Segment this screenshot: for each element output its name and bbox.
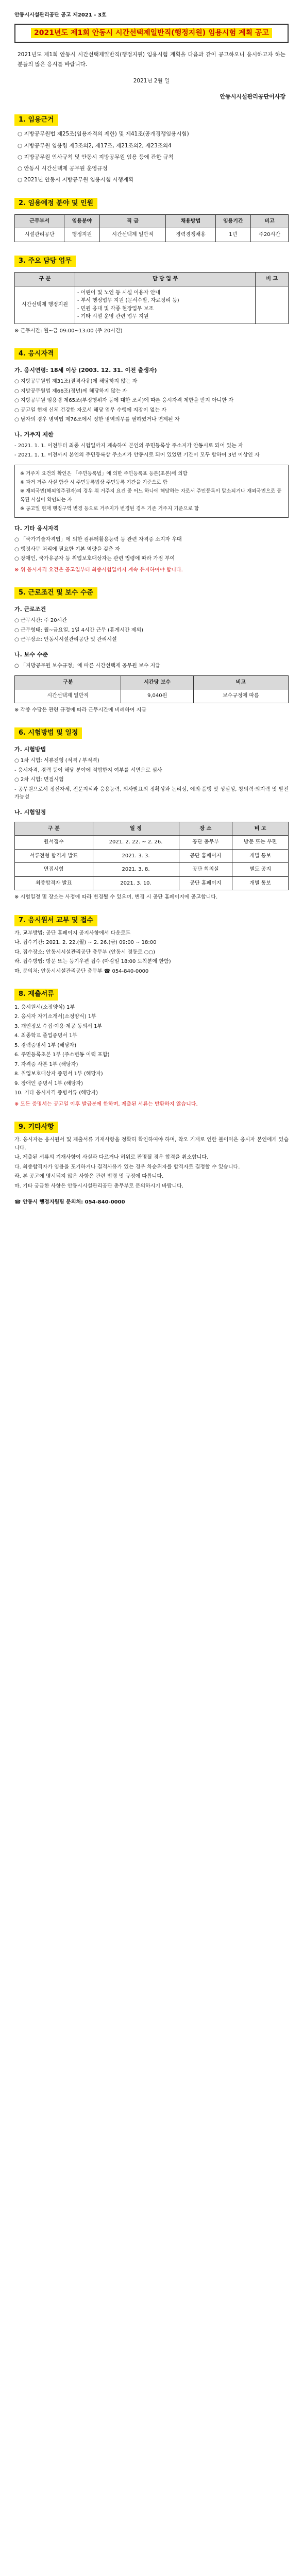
subsection-title: 나. 보수 수준 bbox=[14, 651, 48, 658]
table-cell: 2021. 2. 22. ~ 2. 26. bbox=[93, 836, 179, 850]
table-header: 시간당 보수 bbox=[121, 675, 193, 689]
qualification-list bbox=[14, 378, 289, 424]
residence-note-box bbox=[14, 465, 289, 518]
intro-text: 2021년도 제1회 안동시 시간선택제일반직(행정지원) 임용시험 계획을 다음과 같이 공고하오니 응시하고자 하는 분들의 많은 응시를 바랍니다. bbox=[18, 52, 285, 68]
section-5-heading bbox=[14, 587, 289, 599]
list-item: ○ 장애인, 국가유공자 등 취업보호대상자는 관련 법령에 따라 가점 부여 bbox=[14, 556, 175, 562]
schedule-table bbox=[14, 822, 289, 891]
table-row bbox=[15, 849, 289, 863]
table-cell: 면접시험 bbox=[15, 863, 93, 877]
list-item: - 공무원으로서 정신자세, 전문지식과 응용능력, 의사발표의 정확성과 논리성, 예의·품행 및 성실성, 창의력·의지력 및 발전가능성 bbox=[14, 786, 289, 801]
list-item: ○ 지방공무원법 제25조(임용자격의 제한) 및 제41조(공개경쟁임용시험) bbox=[18, 131, 189, 138]
list-item: 10. 기타 응시자격 증빙서류 (해당자) bbox=[14, 1090, 98, 1096]
title-box bbox=[14, 24, 289, 43]
section-3-heading bbox=[14, 256, 289, 267]
other-qualification-list bbox=[14, 536, 289, 563]
list-item: 마. 기타 궁금한 사항은 안동시시설관리공단 총무부로 문의하시기 바랍니다. bbox=[14, 1183, 184, 1189]
duties-note: ※ 근무시간: 월~금 09:00~13:00 (주 20시간) bbox=[14, 328, 123, 334]
table-cell: 시간선택제 일반직 bbox=[99, 228, 166, 242]
section-1-title: 1. 임용근거 bbox=[14, 114, 58, 126]
section-7-title: 7. 응시원서 교부 및 접수 bbox=[14, 915, 97, 926]
table-header-row bbox=[15, 675, 289, 689]
table-header-row bbox=[15, 273, 289, 286]
list-item: 8. 취업보호대상자 증명서 1부 (해당자) bbox=[14, 1071, 103, 1077]
list-item: - 2021. 1. 1. 이전까지 본인의 주민등록상 주소지가 안동시로 되어 있었던 기간이 모두 합하여 3년 이상인 자 bbox=[14, 452, 260, 459]
list-item: 4. 최종학교 졸업증명서 1부 bbox=[14, 1033, 78, 1039]
list-item: ○ 근무장소: 안동시시설관리공단 및 관리시설 bbox=[14, 637, 117, 643]
list-item: 마. 문의처: 안동시시설관리공단 총무부 ☎ 054-840-0000 bbox=[14, 968, 149, 974]
section-3-title: 3. 주요 담당 업무 bbox=[14, 256, 76, 267]
list-item: 7. 자격증 사본 1부 (해당자) bbox=[14, 1061, 78, 1067]
list-item: ○ 안동시 시간선택제 공무원 운영규정 bbox=[18, 165, 108, 172]
list-item: ○ 남자의 경우 병역법 제76조에서 정한 병역의무를 필하였거나 면제된 자 bbox=[14, 417, 180, 423]
contact-line: ☎ 안동시 행정지원팀 문의처: 054-840-0000 bbox=[14, 1199, 125, 1206]
duties-cell bbox=[75, 286, 255, 324]
qualification-warning: ※ 위 응시자격 요건은 공고일부터 최종시험일까지 계속 유지하여야 합니다. bbox=[14, 567, 183, 573]
section-6-heading bbox=[14, 727, 289, 739]
table-header: 구분 bbox=[15, 675, 121, 689]
table-row bbox=[15, 863, 289, 877]
documents-note: ※ 모든 증명서는 공고일 이후 발급분에 한하며, 제출된 서류는 반환하지 않습니다. bbox=[14, 1101, 198, 1107]
table-header: 임용기간 bbox=[215, 214, 250, 228]
subsection-title: 가. 시험방법 bbox=[14, 746, 46, 753]
notice-date: 2021년 2월 일 bbox=[133, 77, 170, 84]
list-item: ○ 지방공무원 임용령 제3조의2, 제17조, 제21조의2, 제23조의4 bbox=[18, 142, 172, 149]
list-item: 1. 응시원서(소정양식) 1부 bbox=[14, 1004, 75, 1010]
table-cell: 개별 통보 bbox=[232, 876, 289, 890]
list-item: 나. 접수기간: 2021. 2. 22.(월) ~ 2. 26.(금) 09:00 ~ 18:00 bbox=[14, 940, 157, 946]
pay-table bbox=[14, 675, 289, 703]
list-item: ○ 지방공무원법 제31조(결격사유)에 해당하지 않는 자 bbox=[14, 379, 138, 385]
subsection-title: 가. 근로조건 bbox=[14, 606, 46, 613]
table-header: 담 당 업 무 bbox=[75, 273, 255, 286]
list-item: ○ 2차 시험: 면접시험 bbox=[14, 777, 64, 783]
table-header: 비 고 bbox=[232, 822, 289, 836]
list-item: 가. 교부방법: 공단 홈페이지 공지사항에서 다운로드 bbox=[14, 930, 131, 936]
duty-item: - 어린이 및 노인 등 시설 이용자 안내 bbox=[77, 290, 160, 296]
list-item: 가. 응시자는 응시원서 및 제출서류 기재사항을 정확히 확인하여야 하며, 착오 기재로 인한 불이익은 응시자 본인에게 있습니다. bbox=[14, 1137, 289, 1151]
section-2-title: 2. 임용예정 분야 및 인원 bbox=[14, 198, 97, 209]
table-header: 채용방법 bbox=[166, 214, 215, 228]
table-row bbox=[15, 836, 289, 850]
table-header: 임용분야 bbox=[64, 214, 99, 228]
list-item: ○ 지방공무원 임용령 제65조(부정행위자 등에 대한 조치)에 따른 응시자격 제한을 받지 아니한 자 bbox=[14, 398, 233, 404]
subsection-title: 나. 시험일정 bbox=[14, 808, 46, 816]
other-notes-list bbox=[14, 1136, 289, 1190]
table-cell: 9,040원 bbox=[121, 689, 193, 703]
note-item: ※ 재외국민(해외영주권자)의 경우 위 거주지 요건 중 어느 하나에 해당하는 자로서 주민등록이 말소되거나 재외국민으로 등록된 사실이 확인되는 자 bbox=[20, 488, 282, 503]
issuing-org: 안동시시설관리공단이사장 bbox=[220, 93, 285, 100]
duties-table bbox=[14, 272, 289, 324]
table-header: 비고 bbox=[193, 675, 288, 689]
table-cell: 공단 총무부 bbox=[179, 836, 232, 850]
table-cell: 공단 홈페이지 bbox=[179, 876, 232, 890]
list-item: - 2021. 1. 1. 이전부터 최종 시험일까지 계속하여 본인의 주민등록상 주소지가 안동시로 되어 있는 자 bbox=[14, 443, 243, 449]
list-item: 라. 접수방법: 방문 또는 등기우편 접수 (마감일 18:00 도착분에 한함) bbox=[14, 959, 171, 965]
table-cell: 별도 공지 bbox=[232, 863, 289, 877]
table-cell: 2021. 3. 10. bbox=[93, 876, 179, 890]
table-cell: 최종합격자 발표 bbox=[15, 876, 93, 890]
list-item: 6. 주민등록초본 1부 (주소변동 이력 포함) bbox=[14, 1052, 110, 1058]
table-header: 장 소 bbox=[179, 822, 232, 836]
section-4-heading bbox=[14, 348, 289, 360]
table-cell: 행정지원 bbox=[64, 228, 99, 242]
work-conditions-list bbox=[14, 617, 289, 644]
list-item: ○ 행정사무 처리에 필요한 기본 역량을 갖춘 자 bbox=[14, 546, 120, 552]
table-header: 비고 bbox=[251, 214, 289, 228]
duty-item: - 부서 행정업무 지원 (문서수발, 자료정리 등) bbox=[77, 298, 179, 304]
duty-item: - 민원 응대 및 각종 현장업무 보조 bbox=[77, 306, 154, 312]
notice-number: 안동시시설관리공단 공고 제2021 - 3호 bbox=[14, 12, 107, 18]
list-item: 2. 응시자 자기소개서(소정양식) 1부 bbox=[14, 1014, 96, 1020]
section-9-title: 9. 기타사항 bbox=[14, 1122, 58, 1133]
list-item: ○ 근무시간: 주 20시간 bbox=[14, 618, 67, 624]
subsection-title: 가. 응시연령: 18세 이상 (2003. 12. 31. 이전 출생자) bbox=[14, 367, 157, 374]
documents-list bbox=[14, 1004, 289, 1097]
table-header-row bbox=[15, 822, 289, 836]
section-2-heading bbox=[14, 198, 289, 209]
subsection-title: 나. 거주지 제한 bbox=[14, 431, 54, 438]
list-item: 3. 개인정보 수집·이용·제공 동의서 1부 bbox=[14, 1023, 103, 1029]
application-list bbox=[14, 929, 289, 976]
table-cell: 주20시간 bbox=[251, 228, 289, 242]
table-cell: 개별 통보 bbox=[232, 849, 289, 863]
note-item: ※ 공고일 현재 행정구역 변경 등으로 거주지가 변경된 경우 기존 거주지 기준으로 함 bbox=[20, 506, 199, 512]
subsection-title: 다. 기타 응시자격 bbox=[14, 525, 59, 532]
table-header-row bbox=[15, 214, 289, 228]
list-item: ○ 공고일 현재 신체 건강한 자로서 해당 업무 수행에 지장이 없는 자 bbox=[14, 407, 166, 413]
table-cell: 보수규정에 따름 bbox=[193, 689, 288, 703]
table-cell: 서류전형 합격자 발표 bbox=[15, 849, 93, 863]
section-8-heading bbox=[14, 989, 289, 1000]
note-item: ※ 거주지 요건의 확인은 「주민등록법」에 의한 주민등록표 등본(초본)에 의함 bbox=[20, 470, 188, 477]
table-cell: 1년 bbox=[215, 228, 250, 242]
pay-footnote: ※ 각종 수당은 관련 규정에 따라 근무시간에 비례하여 지급 bbox=[14, 707, 146, 713]
list-item: 라. 본 공고에 명시되지 않은 사항은 관련 법령 및 규정에 따릅니다. bbox=[14, 1174, 164, 1180]
table-cell: 시간선택제 행정지원 bbox=[15, 286, 75, 324]
residence-list bbox=[14, 442, 289, 460]
table-row bbox=[15, 286, 289, 324]
table-row bbox=[15, 689, 289, 703]
list-item: ○ 지방공무원법 제66조(정년)에 해당하지 않는 자 bbox=[14, 388, 128, 394]
list-item: 나. 제출된 서류의 기재사항이 사실과 다르거나 허위로 판명될 경우 합격을 취소합니다. bbox=[14, 1155, 209, 1161]
table-row bbox=[15, 228, 289, 242]
list-item: 다. 접수장소: 안동시시설관리공단 총무부 (안동시 경동로 ○○) bbox=[14, 949, 156, 955]
table-header: 구 분 bbox=[15, 822, 93, 836]
section-1-heading bbox=[14, 114, 289, 126]
table-cell bbox=[256, 286, 289, 324]
table-cell: 공단 회의실 bbox=[179, 863, 232, 877]
list-item: - 응시자격, 경력 등이 해당 분야에 적합한지 여부를 서면으로 심사 bbox=[14, 767, 162, 773]
table-cell: 방문 또는 우편 bbox=[232, 836, 289, 850]
table-header: 비 고 bbox=[256, 273, 289, 286]
list-item: 9. 장애인 증명서 1부 (해당자) bbox=[14, 1080, 83, 1087]
list-item: 다. 최종합격자가 임용을 포기하거나 결격사유가 있는 경우 차순위자를 합격자로 결정할 수 있습니다. bbox=[14, 1164, 240, 1170]
table-cell: 시간선택제 일반직 bbox=[15, 689, 121, 703]
section-5-title: 5. 근로조건 및 보수 수준 bbox=[14, 587, 97, 599]
table-cell: 2021. 3. 3. bbox=[93, 849, 179, 863]
positions-table bbox=[14, 214, 289, 242]
table-cell: 시설관리공단 bbox=[15, 228, 64, 242]
schedule-note: ※ 시험일정 및 장소는 사정에 따라 변경될 수 있으며, 변경 시 공단 홈페이지에 공고합니다. bbox=[14, 894, 218, 901]
list-item: 5. 경력증명서 1부 (해당자) bbox=[14, 1042, 77, 1048]
exam-method-list bbox=[14, 757, 289, 802]
list-item: ○ 근무형태: 월~금요일, 1일 4시간 근무 (휴게시간 제외) bbox=[14, 627, 143, 633]
list-item: ○ 「국가기술자격법」에 의한 컴퓨터활용능력 등 관련 자격증 소지자 우대 bbox=[14, 537, 182, 543]
list-item: ○ 2021년 안동시 지방공무원 임용시험 시행계획 bbox=[18, 177, 134, 183]
table-row bbox=[15, 876, 289, 890]
table-header: 구 분 bbox=[15, 273, 75, 286]
section-4-title: 4. 응시자격 bbox=[14, 348, 58, 360]
section-7-heading bbox=[14, 915, 289, 926]
duty-item: - 기타 시설 운영 관련 업무 지원 bbox=[77, 314, 149, 320]
section-6-title: 6. 시험방법 및 일정 bbox=[14, 727, 82, 739]
table-header: 직 급 bbox=[99, 214, 166, 228]
page-title: 2021년도 제1회 안동시 시간선택제일반직(행정지원) 임용시험 계획 공고 bbox=[31, 28, 272, 38]
list-item: ○ 지방공무원 인사규칙 및 안동시 지방공무원 임용 등에 관한 규칙 bbox=[18, 154, 174, 160]
table-cell: 2021. 3. 8. bbox=[93, 863, 179, 877]
section-9-heading bbox=[14, 1122, 289, 1133]
table-cell: 경력경쟁채용 bbox=[166, 228, 215, 242]
table-cell: 공단 홈페이지 bbox=[179, 849, 232, 863]
table-header: 근무부서 bbox=[15, 214, 64, 228]
section-8-title: 8. 제출서류 bbox=[14, 989, 58, 1000]
table-cell: 원서접수 bbox=[15, 836, 93, 850]
list-item: ○ 1차 시험: 서류전형 (적격 / 부적격) bbox=[14, 758, 99, 764]
pay-text: ○ 「지방공무원 보수규정」에 따른 시간선택제 공무원 보수 지급 bbox=[14, 663, 160, 669]
note-item: ※ 과거 거주 사실 합산 시 주민등록법상 주민등록 기간을 기준으로 함 bbox=[20, 479, 167, 485]
table-header: 일 정 bbox=[93, 822, 179, 836]
section-1-list bbox=[14, 130, 289, 184]
